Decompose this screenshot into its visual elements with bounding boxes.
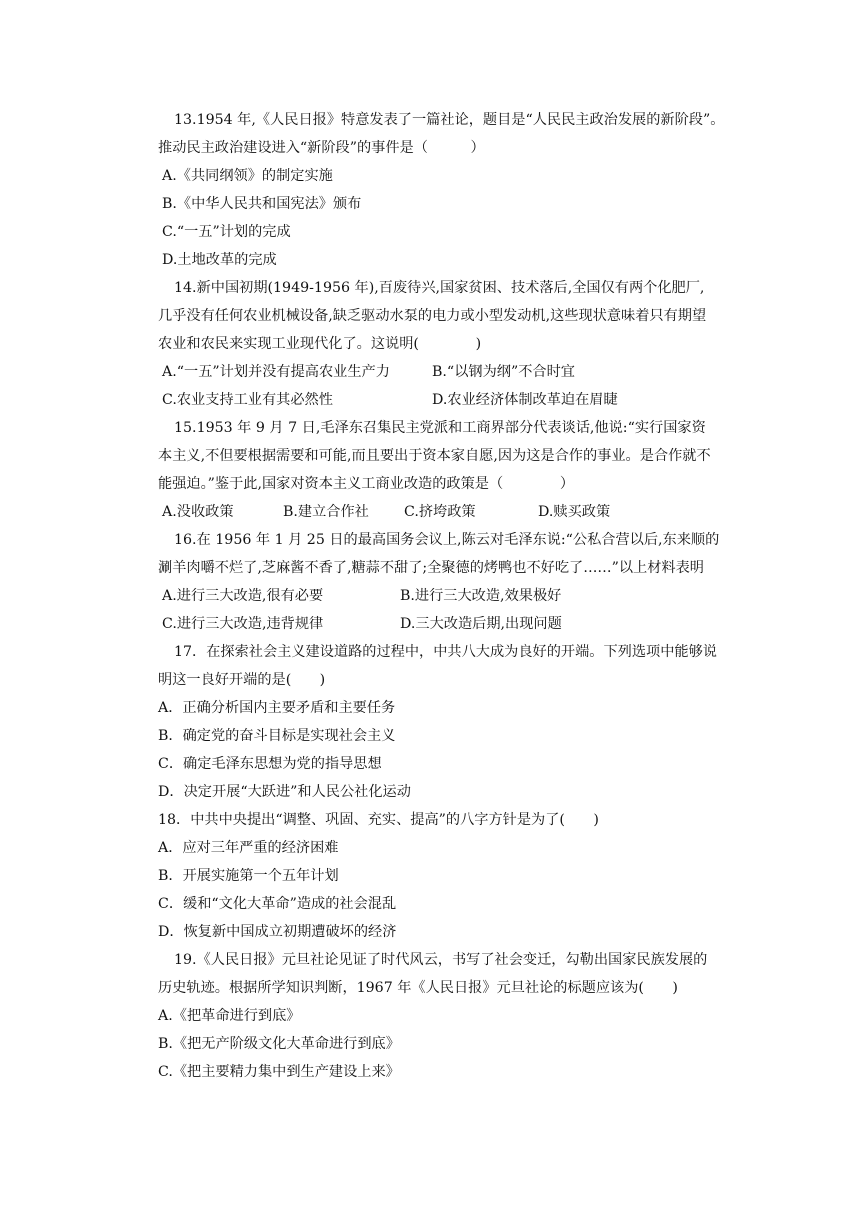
q15-option-c: C.挤垮政策: [404, 504, 476, 520]
q13-option-a: A.《共同纲领》的制定实施: [162, 168, 333, 184]
q15-option-d: D.赎买政策: [538, 504, 611, 520]
q19-stem-line-2: 历史轨迹。根据所学知识判断，1967 年《人民日报》元旦社论的标题应该为( ): [158, 980, 678, 996]
q19-option-a: A.《把革命进行到底》: [158, 1008, 301, 1024]
q16-option-b: B.进行三大改造,效果极好: [400, 588, 562, 604]
q16-option-a: A.进行三大改造,很有必要: [162, 588, 324, 604]
q18-option-d: D．恢复新中国成立初期遭破坏的经济: [158, 924, 397, 940]
q17-option-a: A．正确分析国内主要矛盾和主要任务: [158, 700, 396, 716]
q15-option-a: A.没收政策: [162, 504, 234, 520]
q13-stem-line-2: 推动民主政治建设进入“新阶段”的事件是（ ）: [158, 140, 485, 156]
q14-option-a: A.“一五”计划并没有提高农业生产力: [162, 364, 390, 380]
q14-stem-line-2: 几乎没有任何农业机械设备,缺乏驱动水泵的电力或小型发动机,这些现状意味着只有期望: [158, 308, 707, 324]
q16-option-c: C.进行三大改造,违背规律: [162, 616, 324, 632]
q15-stem-line-1: 15.1953 年 9 月 7 日,毛泽东召集民主党派和工商界部分代表谈话,他说:“实行国家资: [174, 420, 706, 436]
q16-option-d: D.三大改造后期,出现问题: [400, 616, 562, 632]
q18-option-b: B．开展实施第一个五年计划: [158, 868, 339, 884]
q15-option-b: B.建立合作社: [283, 504, 369, 520]
q13-option-b: B.《中华人民共和国宪法》颁布: [162, 196, 362, 212]
q14-stem-line-1: 14.新中国初期(1949-1956 年),百废待兴,国家贫困、技术落后,全国仅有两个化肥厂,: [174, 280, 705, 296]
q16-stem-line-1: 16.在 1956 年 1 月 25 日的最高国务会议上,陈云对毛泽东说:“公私合营以后,东来顺的: [174, 532, 720, 548]
q14-option-c: C.农业支持工业有其必然性: [162, 392, 333, 408]
q17-stem-line-1: 17．在探索社会主义建设道路的过程中，中共八大成为良好的开端。下列选项中能够说: [174, 644, 717, 660]
q19-option-c: C.《把主要精力集中到生产建设上来》: [158, 1064, 400, 1080]
q18-stem-line-1: 18．中共中央提出“调整、巩固、充实、提高”的八字方针是为了( ): [158, 812, 599, 828]
q14-option-d: D.农业经济体制改革迫在眉睫: [432, 392, 618, 408]
q13-option-c: C.“一五”计划的完成: [162, 224, 291, 240]
q17-option-c: C．确定毛泽东思想为党的指导思想: [158, 756, 382, 772]
q17-option-b: B．确定党的奋斗目标是实现社会主义: [158, 728, 396, 744]
q14-option-b: B.“以钢为纲”不合时宜: [432, 364, 575, 380]
q15-stem-line-2: 本主义,不但要根据需要和可能,而且要出于资本家自愿,因为这是合作的事业。是合作就不: [158, 448, 711, 464]
q19-option-b: B.《把无产阶级文化大革命进行到底》: [158, 1036, 400, 1052]
q13-option-d: D.土地改革的完成: [162, 252, 277, 268]
q18-option-c: C．缓和“文化大革命”造成的社会混乱: [158, 896, 397, 912]
q17-stem-line-2: 明这一良好开端的是( ): [158, 672, 326, 688]
q17-option-d: D．决定开展“大跃进”和人民公社化运动: [158, 784, 411, 800]
q13-stem-line-1: 13.1954 年,《人民日报》特意发表了一篇社论，题目是“人民民主政治发展的新阶段”。: [174, 112, 725, 128]
q14-stem-line-3: 农业和农民来实现工业现代化了。这说明( ): [158, 336, 482, 352]
q18-option-a: A．应对三年严重的经济困难: [158, 840, 339, 856]
q19-stem-line-1: 19.《人民日报》元旦社论见证了时代风云，书写了社会变迁，勾勒出国家民族发展的: [174, 952, 708, 968]
q15-stem-line-3: 能强迫。”鉴于此,国家对资本主义工商业改造的政策是（ ）: [158, 476, 575, 492]
q16-stem-line-2: 涮羊肉嚼不烂了,芝麻酱不香了,糖蒜不甜了;全聚德的烤鸭也不好吃了……”以上材料表明: [158, 560, 704, 576]
